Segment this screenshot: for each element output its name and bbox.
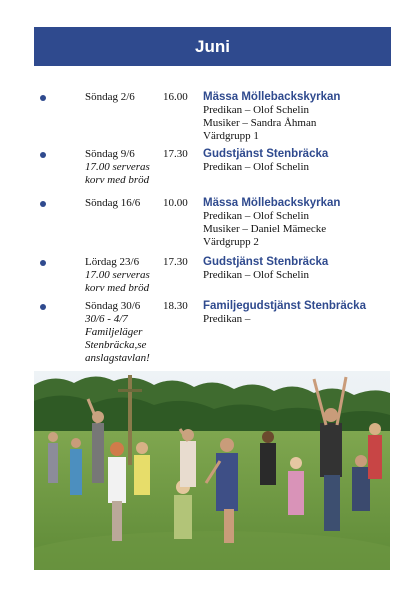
event-info <box>203 256 403 282</box>
event-info <box>203 197 403 249</box>
bullet-icon <box>40 260 46 266</box>
event-detail: Predikan – Olof Schelin <box>203 161 310 173</box>
event-time: 16.00 <box>163 91 188 103</box>
event-detail: Musiker – Sandra Åhman <box>203 117 317 129</box>
event-detail: Musiker – Daniel Mämecke <box>203 223 327 235</box>
event-date: Söndag 2/6 <box>85 91 135 103</box>
event-info <box>203 300 403 326</box>
event-time: 17.30 <box>163 148 188 160</box>
event-date: Söndag 9/6 17.00 serveras korv med bröd <box>85 148 159 187</box>
event-title: Gudstjänst Stenbräcka <box>203 256 329 268</box>
event-time: 17.30 <box>163 256 188 268</box>
bullet-icon <box>40 304 46 310</box>
month-title: Juni <box>195 36 230 56</box>
event-time: 10.00 <box>163 197 188 209</box>
event-title: Familjegudstjänst Stenbräcka <box>203 300 366 312</box>
bullet-icon <box>40 95 46 101</box>
month-header <box>34 27 391 66</box>
bullet-icon <box>40 152 46 158</box>
midsummer-dance-photo <box>34 371 390 570</box>
event-note: 17.00 serveras <box>85 161 150 173</box>
event-note: 17.00 serveras <box>85 269 150 281</box>
event-detail: Predikan – Olof Schelin <box>203 104 310 116</box>
event-detail: Predikan – Olof Schelin <box>203 269 310 281</box>
event-detail: Värdgrupp 2 <box>203 236 259 248</box>
event-detail: Värdgrupp 1 <box>203 130 259 142</box>
event-date: Söndag 30/6 30/6 - 4/7 Familjeläger Stenbräcka,se anslagstavlan! <box>85 300 159 365</box>
event-title: Mässa Möllebackskyrkan <box>203 91 341 103</box>
event-info <box>203 91 403 143</box>
event-note: Familjeläger <box>85 326 143 338</box>
event-title: Mässa Möllebackskyrkan <box>203 197 341 209</box>
event-date: Söndag 16/6 <box>85 197 141 209</box>
event-date: Lördag 23/6 17.00 serveras korv med bröd <box>85 256 159 295</box>
event-info <box>203 148 403 174</box>
bullet-icon <box>40 201 46 207</box>
event-title: Gudstjänst Stenbräcka <box>203 148 329 160</box>
event-note: anslagstavlan! <box>85 352 150 364</box>
event-note: korv med bröd <box>85 282 150 294</box>
event-note: 30/6 - 4/7 <box>85 313 128 325</box>
event-note: korv med bröd <box>85 174 150 186</box>
event-detail: Predikan – <box>203 313 251 325</box>
event-time: 18.30 <box>163 300 188 312</box>
event-detail: Predikan – Olof Schelin <box>203 210 310 222</box>
event-note: Stenbräcka,se <box>85 339 147 351</box>
